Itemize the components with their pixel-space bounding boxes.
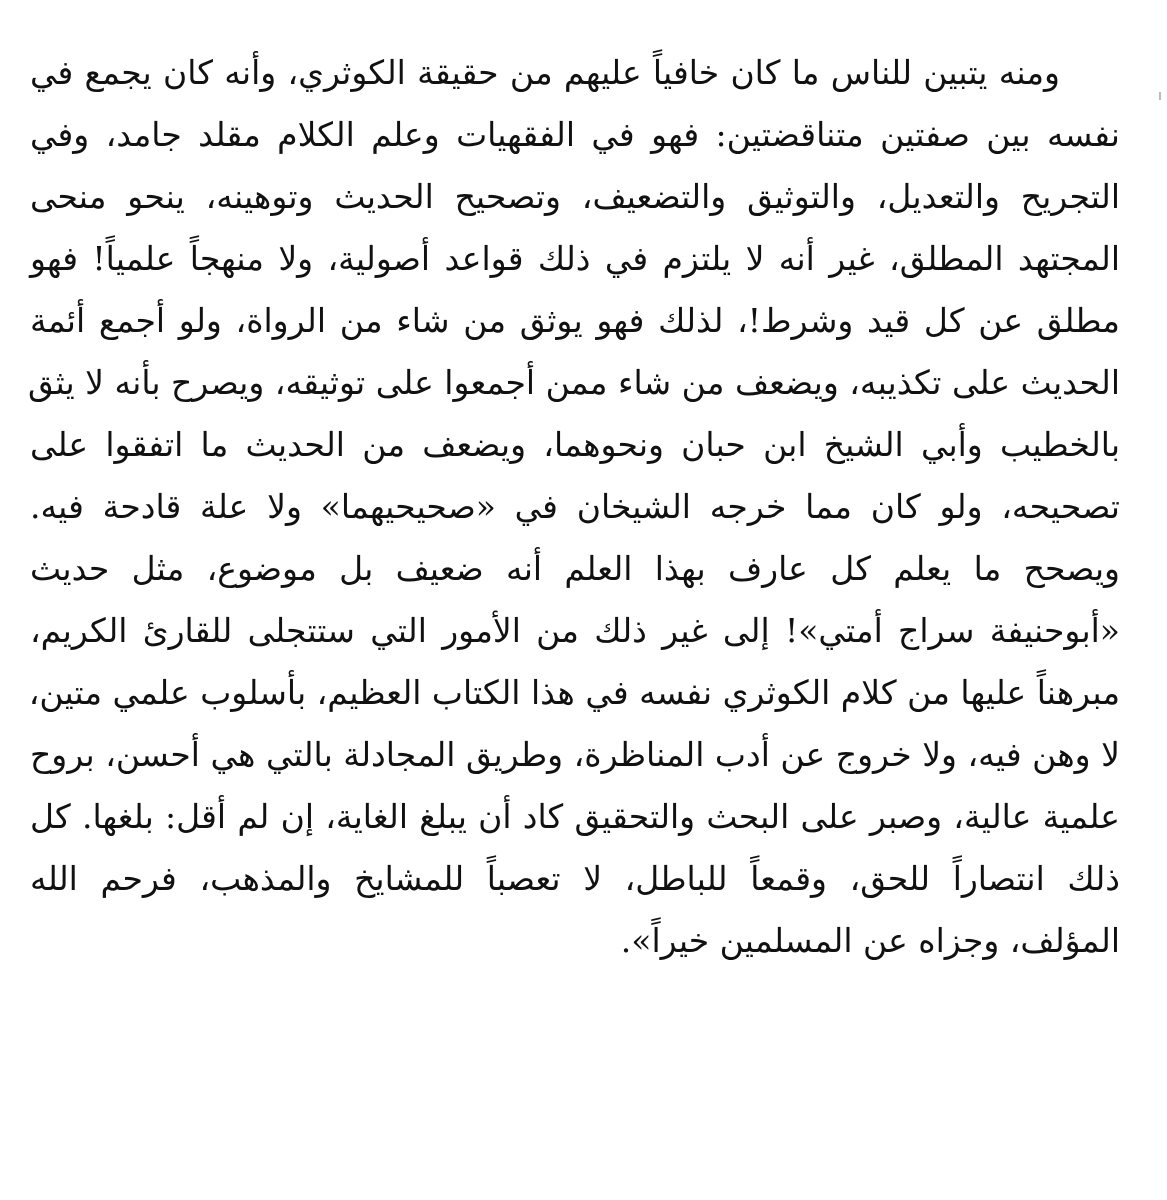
text-line-7: بالخطيب وأبي الشيخ ابن حبان ونحوهما، ويضعف من الحديث ما اتفقوا على (30, 425, 1120, 464)
text-line-9: ويصحح ما يعلم كل عارف بهذا العلم أنه ضعيف بل موضوع، مثل حديث (30, 549, 1120, 588)
text-line-3: التجريح والتعديل، والتوثيق والتضعيف، وتصحيح الحديث وتوهينه، ينحو منحى (30, 177, 1120, 216)
margin-mark (1159, 92, 1161, 100)
text-line-6: الحديث على تكذيبه، ويضعف من شاء ممن أجمعوا على توثيقه، ويصرح بأنه لا يثق (27, 363, 1120, 402)
text-line-4: المجتهد المطلق، غير أنه لا يلتزم في ذلك قواعد أصولية، ولا منهجاً علمياً! فهو (30, 239, 1120, 278)
text-line-5: مطلق عن كل قيد وشرط!، لذلك فهو يوثق من شاء من الرواة، ولو أجمع أئمة (30, 301, 1120, 340)
text-line-8: تصحيحه، ولو كان مما خرجه الشيخان في «صحيحيهما» ولا علة قادحة فيه. (30, 487, 1120, 526)
text-line-11: مبرهناً عليها من كلام الكوثري نفسه في هذا الكتاب العظيم، بأسلوب علمي متين، (28, 673, 1120, 712)
text-line-14: ذلك انتصاراً للحق، وقمعاً للباطل، لا تعصباً للمشايخ والمذهب، فرحم الله (30, 859, 1120, 898)
text-line-1: ومنه يتبين للناس ما كان خافياً عليهم من حقيقة الكوثري، وأنه كان يجمع في (30, 53, 1060, 92)
text-line-13: علمية عالية، وصبر على البحث والتحقيق كاد أن يبلغ الغاية، إن لم أقل: بلغها. كل (30, 797, 1120, 836)
text-line-15: المؤلف، وجزاه عن المسلمين خيراً». (620, 921, 1120, 960)
text-line-2: نفسه بين صفتين متناقضتين: فهو في الفقهيات وعلم الكلام مقلد جامد، وفي (30, 115, 1120, 154)
arabic-paragraph (27, 42, 1120, 972)
text-line-10: «أبوحنيفة سراج أمتي»! إلى غير ذلك من الأمور التي ستتجلى للقارئ الكريم، (30, 611, 1120, 650)
text-line-12: لا وهن فيه، ولا خروج عن أدب المناظرة، وطريق المجادلة بالتي هي أحسن، بروح (30, 735, 1120, 774)
